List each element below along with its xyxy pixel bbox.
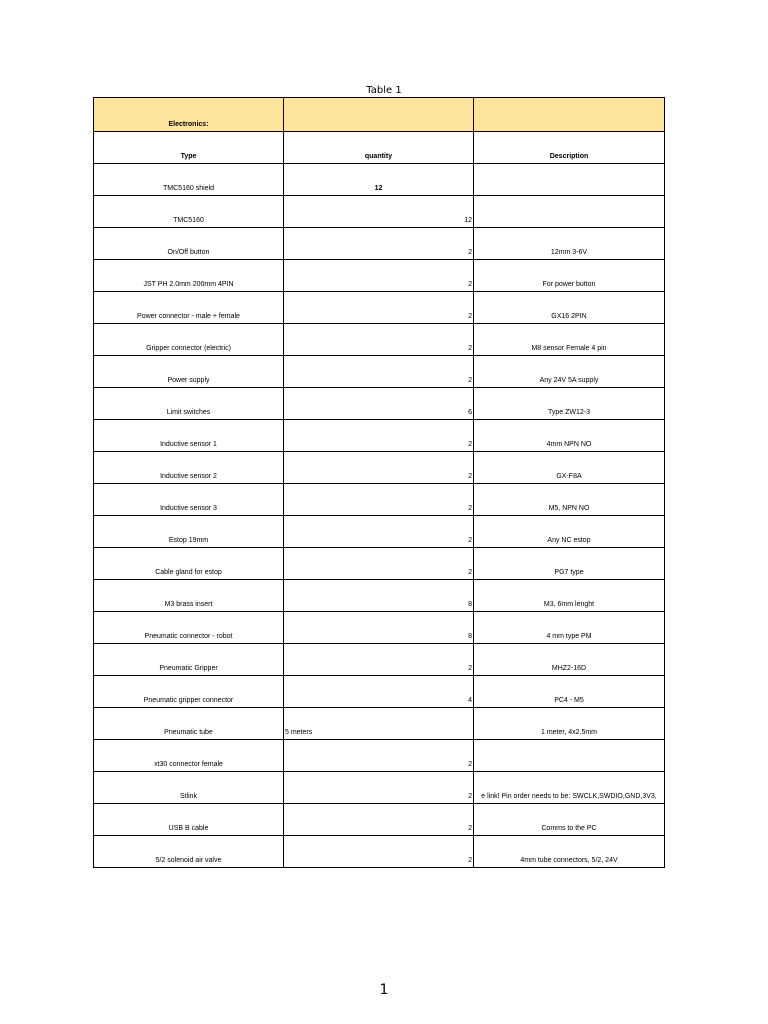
cell-quantity: 8 bbox=[284, 612, 474, 644]
cell-type: Estop 19mm bbox=[94, 516, 284, 548]
cell-type: Pneumatic tube bbox=[94, 708, 284, 740]
cell-description bbox=[474, 740, 665, 772]
cell-quantity: 12 bbox=[284, 164, 474, 196]
cell-quantity: 2 bbox=[284, 356, 474, 388]
cell-type: Limit switches bbox=[94, 388, 284, 420]
cell-quantity: 6 bbox=[284, 388, 474, 420]
cell-description: Type ZW12-3 bbox=[474, 388, 665, 420]
table-row bbox=[94, 676, 665, 708]
cell-description: Any NC estop bbox=[474, 516, 665, 548]
section-label: Electronics: bbox=[94, 98, 284, 132]
cell-description: M3, 6mm lenght bbox=[474, 580, 665, 612]
cell-type: Inductive sensor 3 bbox=[94, 484, 284, 516]
table-row bbox=[94, 356, 665, 388]
cell-quantity: 2 bbox=[284, 836, 474, 868]
cell-description: 4mm NPN NO bbox=[474, 420, 665, 452]
cell-quantity: 2 bbox=[284, 260, 474, 292]
cell-description: 1 meter, 4x2.5mm bbox=[474, 708, 665, 740]
table-row bbox=[94, 836, 665, 868]
cell-quantity: 2 bbox=[284, 420, 474, 452]
cell-quantity: 2 bbox=[284, 452, 474, 484]
cell-type: Inductive sensor 2 bbox=[94, 452, 284, 484]
table-row bbox=[94, 772, 665, 804]
table-row bbox=[94, 612, 665, 644]
cell-quantity: 2 bbox=[284, 484, 474, 516]
table-row bbox=[94, 516, 665, 548]
cell-description: 12mm 3-6V bbox=[474, 228, 665, 260]
header-quantity: quantity bbox=[284, 132, 474, 164]
header-type: Type bbox=[94, 132, 284, 164]
cell-type: xt30 connector female bbox=[94, 740, 284, 772]
cell-quantity: 2 bbox=[284, 516, 474, 548]
cell-description bbox=[474, 164, 665, 196]
cell-description: M8 sensor Female 4 pin bbox=[474, 324, 665, 356]
cell-type: On/Off button bbox=[94, 228, 284, 260]
header-description: Description bbox=[474, 132, 665, 164]
parts-table bbox=[93, 97, 665, 868]
column-header-row bbox=[94, 132, 665, 164]
cell-description bbox=[474, 196, 665, 228]
section-empty-cell bbox=[474, 98, 665, 132]
cell-description: PG7 type bbox=[474, 548, 665, 580]
cell-type: Stlink bbox=[94, 772, 284, 804]
cell-type: Power supply bbox=[94, 356, 284, 388]
cell-quantity: 2 bbox=[284, 324, 474, 356]
cell-description: Comms to the PC bbox=[474, 804, 665, 836]
cell-type: TMC5160 bbox=[94, 196, 284, 228]
cell-description: e link! Pin order needs to be: SWCLK,SWDIO,GND,3V3, bbox=[474, 772, 665, 804]
cell-quantity: 5 meters bbox=[284, 708, 474, 740]
cell-quantity: 2 bbox=[284, 228, 474, 260]
table-row bbox=[94, 708, 665, 740]
table-row bbox=[94, 324, 665, 356]
page-number: 1 bbox=[379, 982, 389, 998]
table-title: Table 1 bbox=[366, 85, 402, 96]
cell-type: JST PH 2.0mm 200mm 4PIN bbox=[94, 260, 284, 292]
cell-type: Pneumatic Gripper bbox=[94, 644, 284, 676]
cell-quantity: 2 bbox=[284, 548, 474, 580]
cell-type: Pneumatic connector - robot bbox=[94, 612, 284, 644]
table-row bbox=[94, 420, 665, 452]
table-row bbox=[94, 804, 665, 836]
cell-description: GX-F8A bbox=[474, 452, 665, 484]
table-row bbox=[94, 196, 665, 228]
cell-quantity: 2 bbox=[284, 772, 474, 804]
table-row bbox=[94, 740, 665, 772]
cell-description: Any 24V 5A supply bbox=[474, 356, 665, 388]
table-row bbox=[94, 388, 665, 420]
cell-type: USB B cable bbox=[94, 804, 284, 836]
table-row bbox=[94, 580, 665, 612]
cell-description: 4 mm type PM bbox=[474, 612, 665, 644]
table-row bbox=[94, 292, 665, 324]
cell-description: MHZ2-16D bbox=[474, 644, 665, 676]
cell-type: TMC5160 shield bbox=[94, 164, 284, 196]
table-row bbox=[94, 484, 665, 516]
cell-type: Power connector - male + female bbox=[94, 292, 284, 324]
table-row bbox=[94, 260, 665, 292]
cell-quantity: 2 bbox=[284, 292, 474, 324]
section-header-row bbox=[94, 98, 665, 132]
cell-type: 5/2 solenoid air valve bbox=[94, 836, 284, 868]
cell-quantity: 4 bbox=[284, 676, 474, 708]
cell-description: M5, NPN NO bbox=[474, 484, 665, 516]
cell-description: PC4 - M5 bbox=[474, 676, 665, 708]
table-row bbox=[94, 644, 665, 676]
cell-description: 4mm tube connectors, 5/2, 24V bbox=[474, 836, 665, 868]
table-row bbox=[94, 548, 665, 580]
table-row bbox=[94, 228, 665, 260]
cell-type: Pneumatic gripper connector bbox=[94, 676, 284, 708]
cell-type: Cable gland for estop bbox=[94, 548, 284, 580]
cell-type: Gripper connector (electric) bbox=[94, 324, 284, 356]
table-row bbox=[94, 452, 665, 484]
cell-quantity: 2 bbox=[284, 804, 474, 836]
cell-type: Inductive sensor 1 bbox=[94, 420, 284, 452]
cell-type: M3 brass insert bbox=[94, 580, 284, 612]
table-row bbox=[94, 164, 665, 196]
cell-description: For power button bbox=[474, 260, 665, 292]
cell-quantity: 12 bbox=[284, 196, 474, 228]
section-empty-cell bbox=[284, 98, 474, 132]
cell-quantity: 2 bbox=[284, 644, 474, 676]
cell-description: GX16 2PIN bbox=[474, 292, 665, 324]
cell-quantity: 2 bbox=[284, 740, 474, 772]
cell-quantity: 8 bbox=[284, 580, 474, 612]
